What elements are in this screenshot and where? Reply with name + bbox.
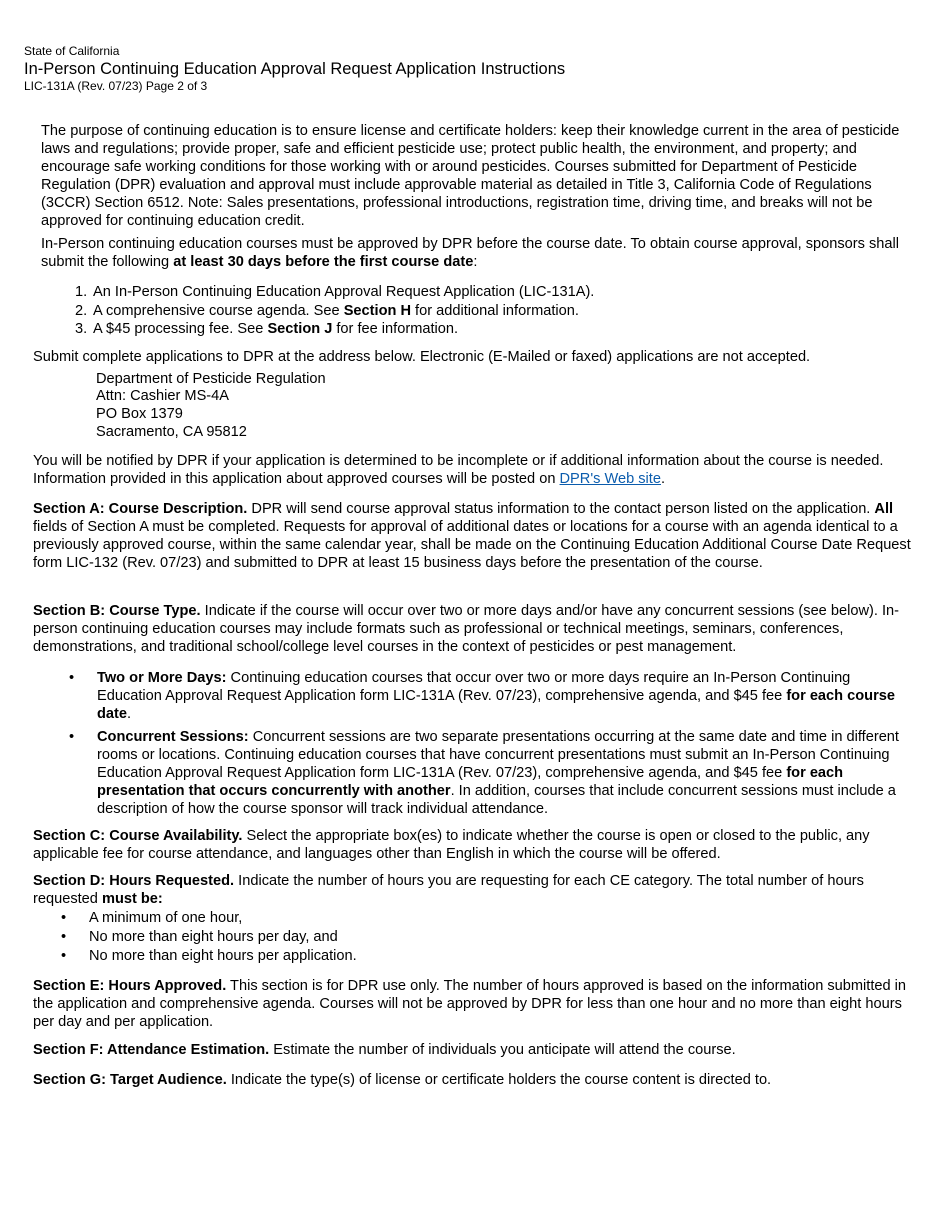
section-b-heading: Section B: Course Type. — [33, 603, 201, 619]
approval-paragraph: In-Person continuing education courses must be approved by DPR before the course date. To obtain course approval, sponsors shall submit the following at least 30 days before the first course date: — [41, 236, 900, 270]
requirement-number: 1. — [75, 284, 88, 300]
address-line: Attn: Cashier MS-4A — [96, 388, 230, 404]
requirement-item: A comprehensive course agenda. See Section H for additional information. — [93, 303, 579, 319]
section-d: Section D: Hours Requested. Indicate the number of hours you are requesting for each CE category. The total number of hours requested must be: — [33, 873, 864, 907]
bullet-icon: • — [61, 910, 67, 926]
bullet-two-or-more-days: Two or More Days: Continuing education courses that occur over two or more days require an In-Person Continuing Education Approval Request Application form LIC-131A (Rev. 07/23), comprehensive agenda, and $45 fee for each course date. — [97, 670, 895, 722]
page-title: In-Person Continuing Education Approval Request Application Instructions — [24, 60, 566, 78]
bullet-icon: • — [69, 729, 75, 745]
section-d-heading: Section D: Hours Requested. — [33, 873, 235, 889]
purpose-paragraph: The purpose of continuing education is to ensure license and certificate holders: keep their knowledge current in the area of pesticide laws and regulations; provide proper, safe and efficient pesticide use; protect public health, the environment, and property; and encourage safe working conditions for those working with or around pesticides. Courses submitted for Department of Pesticide Regulation (DPR) evaluation and approval must include approvable material as detailed in Title 3, California Code of Regulations (3CCR) Section 6512. Note: Sales presentations, professional introductions, registration time, driving time, and breaks will not be approved for continuing education credit. — [41, 123, 900, 229]
hours-rule: No more than eight hours per application. — [89, 948, 357, 964]
section-c-heading: Section C: Course Availability. — [33, 828, 243, 844]
address-line: Department of Pesticide Regulation — [96, 371, 326, 387]
hours-rule: No more than eight hours per day, and — [89, 929, 338, 945]
section-a: Section A: Course Description. DPR will send course approval status information to the contact person listed on the application. All fields of Section A must be completed. Requests for approval of additional dates or locations for a course with an agenda identical to a previously approved course, within the same calendar year, shall be made on the Continuing Education Additional Course Date Request form LIC-132 (Rev. 07/23) and submitted to DPR at least 15 business days before the presentation of the course. — [33, 501, 911, 571]
dpr-website-link[interactable]: DPR's Web site — [559, 471, 661, 487]
requirement-number: 3. — [75, 321, 88, 337]
section-f-heading: Section F: Attendance Estimation. — [33, 1042, 270, 1058]
address-line: PO Box 1379 — [96, 406, 183, 422]
section-a-heading: Section A: Course Description. — [33, 501, 248, 517]
requirement-number: 2. — [75, 303, 88, 319]
section-e: Section E: Hours Approved. This section is for DPR use only. The number of hours approved is based on the information submitted in the application and comprehensive agenda. Courses will not be approved by DPR for less than one hour and no more than eight hours per day and per application. — [33, 978, 907, 1030]
section-c: Section C: Course Availability. Select the appropriate box(es) to indicate whether the course is open or closed to the public, any applicable fee for course attendance, and languages other than English in which the course will be offered. — [33, 828, 870, 862]
section-e-heading: Section E: Hours Approved. — [33, 978, 227, 994]
deadline-emphasis: at least 30 days before the first course date — [173, 254, 474, 270]
hours-rule: A minimum of one hour, — [89, 910, 243, 926]
bullet-icon: • — [69, 670, 75, 686]
form-revision: LIC-131A (Rev. 07/23) Page 2 of 3 — [24, 79, 208, 93]
bullet-icon: • — [61, 948, 67, 964]
section-b: Section B: Course Type. Indicate if the course will occur over two or more days and/or have any concurrent sessions (see below). In-person continuing education courses may include formats such as professional or technical meetings, seminars, conferences, demonstrations, and traditional school/college level courses in the context of pesticides or pest management. — [33, 603, 899, 655]
section-g-heading: Section G: Target Audience. — [33, 1072, 227, 1088]
notify-paragraph: You will be notified by DPR if your application is determined to be incomplete or if additional information about the course is needed. Information provided in this application about approved courses will be posted on DPR's Web site. — [33, 453, 884, 487]
bullet-concurrent-sessions: Concurrent Sessions: Concurrent sessions are two separate presentations occurring at the same date and time in different rooms or locations. Continuing education courses that have concurrent presentations must submit an In-Person Continuing Education Approval Request Application form LIC-131A (Rev. 07/23), comprehensive agenda, and $45 fee for each presentation that occurs concurrently with another. In addition, courses that include concurrent sessions must include a description of how the course sponsor will track individual attendance. — [97, 729, 899, 817]
section-f: Section F: Attendance Estimation. Estimate the number of individuals you anticipate will attend the course. — [33, 1042, 736, 1058]
bullet-icon: • — [61, 929, 67, 945]
requirement-item: An In-Person Continuing Education Approval Request Application (LIC-131A). — [93, 284, 595, 300]
section-g: Section G: Target Audience. Indicate the type(s) of license or certificate holders the course content is directed to. — [33, 1072, 772, 1088]
address-line: Sacramento, CA 95812 — [96, 424, 247, 440]
submit-paragraph: Submit complete applications to DPR at the address below. Electronic (E-Mailed or faxed) applications are not accepted. — [33, 349, 811, 365]
agency-name: State of California — [24, 44, 120, 58]
requirement-item: A $45 processing fee. See Section J for fee information. — [93, 321, 459, 337]
